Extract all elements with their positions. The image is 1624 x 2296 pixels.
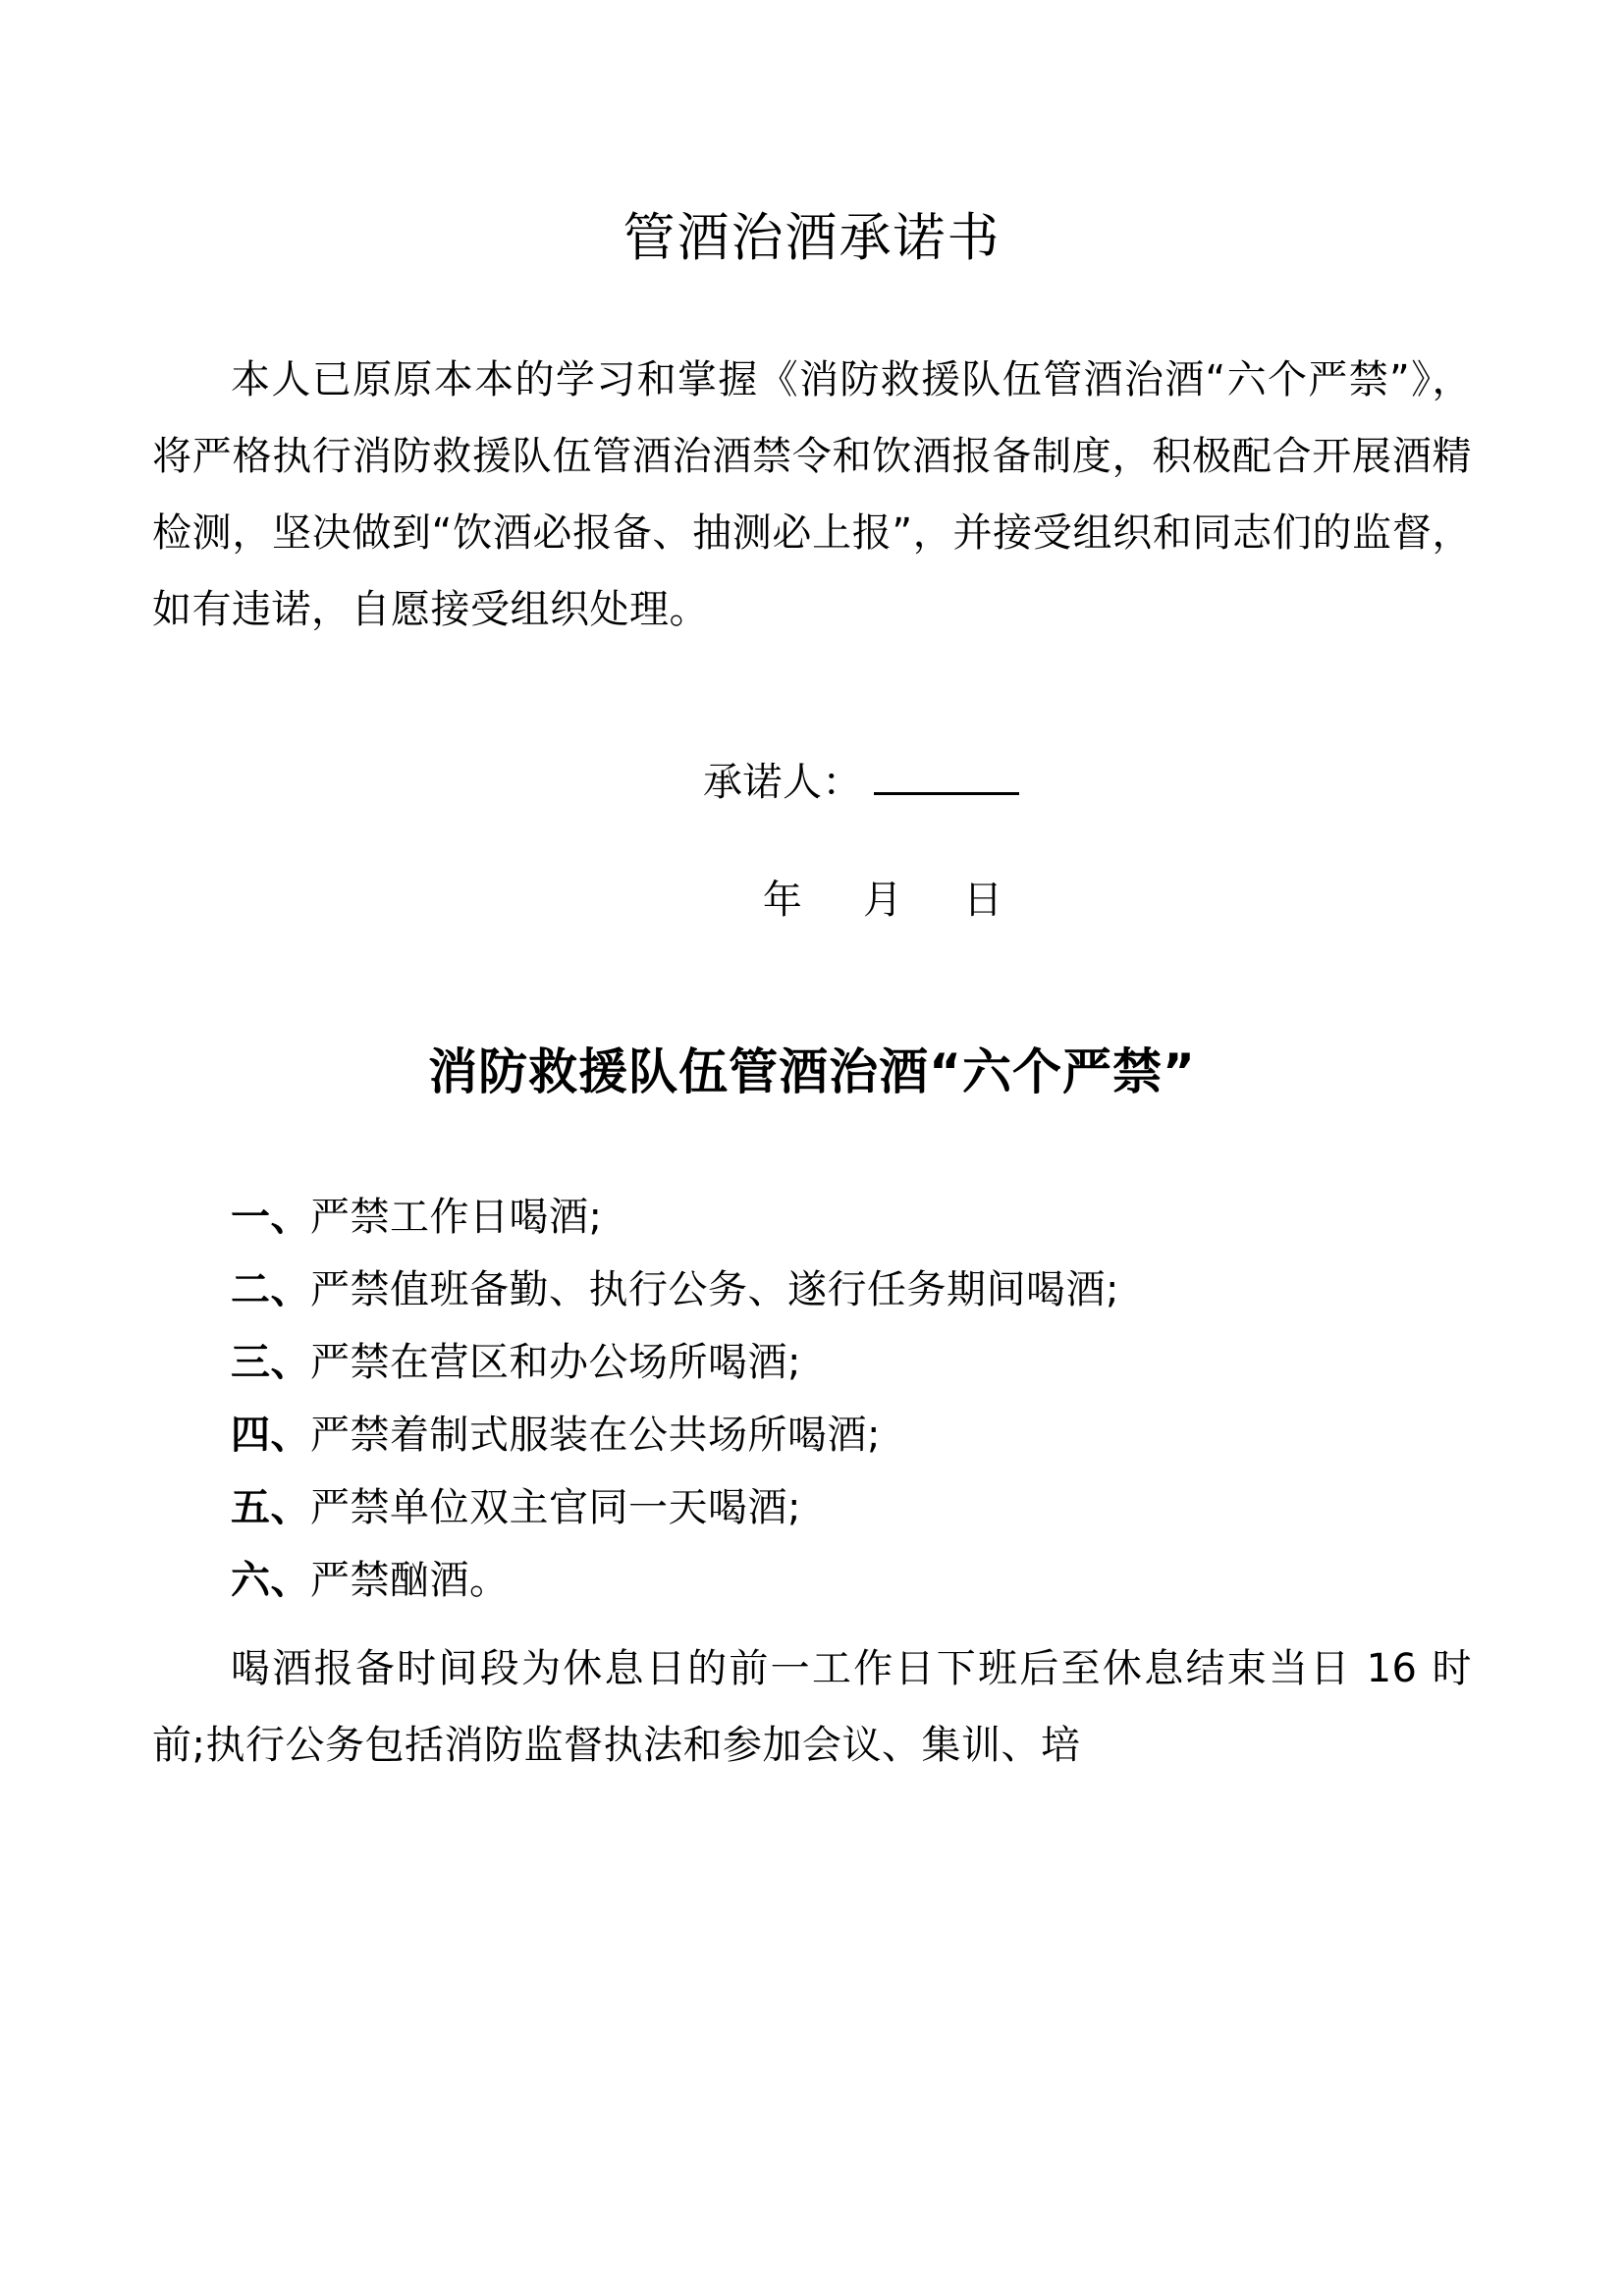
signature-block	[152, 648, 1472, 934]
section-title: 消防救援队伍管酒治酒“六个严禁”	[428, 1043, 1196, 1101]
signature-blank-line[interactable]	[874, 759, 1019, 795]
rule-text: 严禁值班备勤、执行公务、遂行任务期间喝酒;	[310, 1267, 1119, 1313]
rule-text: 严禁酗酒。	[310, 1558, 510, 1604]
rule-number: 五、	[231, 1485, 310, 1531]
list-item	[152, 1399, 1472, 1471]
rule-text: 严禁着制式服装在公共场所喝酒;	[310, 1413, 881, 1459]
list-item	[152, 1471, 1472, 1544]
six-prohibitions-list	[152, 1104, 1472, 1617]
rule-number: 六、	[231, 1558, 310, 1604]
list-item	[152, 1181, 1472, 1254]
list-item	[152, 1544, 1472, 1617]
list-item	[152, 1326, 1472, 1399]
reporting-window-paragraph: 喝酒报备时间段为休息日的前一工作日下班后至休息结束当日 16 时前;执行公务包括消防监督执法和参加会议、集训、培	[152, 1646, 1472, 1769]
signature-row	[152, 748, 1472, 817]
signature-label: 承诺人：	[703, 760, 862, 806]
date-line: 年 月 日	[762, 878, 1009, 924]
rule-text: 严禁工作日喝酒;	[310, 1195, 603, 1241]
rule-text: 严禁在营区和办公场所喝酒;	[310, 1340, 801, 1386]
page-title: 管酒治酒承诺书	[623, 208, 1001, 268]
rule-number: 四、	[231, 1413, 310, 1459]
rule-number: 三、	[231, 1340, 310, 1386]
rule-number: 二、	[231, 1267, 310, 1313]
commitment-body-paragraph: 本人已原原本本的学习和掌握《消防救援队伍管酒治酒“六个严禁”》，将严格执行消防救援队伍管酒治酒禁令和饮酒报备制度，积极配合开展酒精检测，坚决做到“饮酒必报备、抽测必上报”，并接受组织和同志们的监督，如有违诺，自愿接受组织处理。	[152, 357, 1472, 633]
list-item	[152, 1254, 1472, 1326]
rule-text: 严禁单位双主官同一天喝酒;	[310, 1485, 801, 1531]
rule-number: 一、	[231, 1195, 310, 1241]
